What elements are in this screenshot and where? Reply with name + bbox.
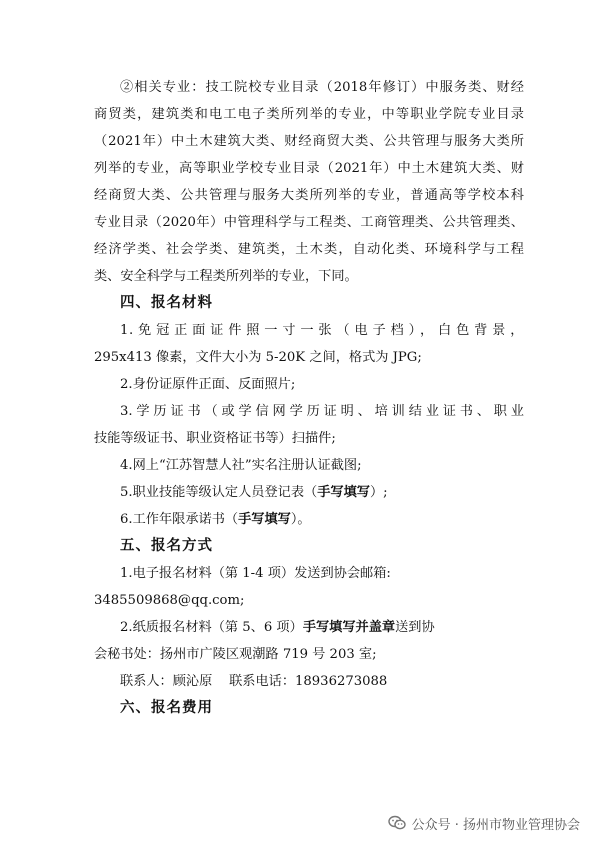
materials-item-4: 4.网上“江苏智慧人社”实名注册认证截图; bbox=[120, 458, 362, 473]
item-text: 6.工作年限承诺书（ bbox=[120, 512, 239, 527]
paragraph-line: 列举的专业，高等职业学校专业目录（2021年）中土木建筑大类、财 bbox=[94, 161, 524, 176]
section-heading-fees: 六、报名费用 bbox=[120, 700, 213, 716]
materials-item-1-line-2: 295x413 像素，文件大小为 5-20K 之间，格式为 JPG; bbox=[94, 350, 422, 365]
paragraph-line: 专业目录（2020年）中管理科学与工程类、工商管理类、公共管理类、 bbox=[94, 215, 524, 230]
method-item-2-line-1 bbox=[94, 614, 524, 641]
section-heading-materials: 四、报名材料 bbox=[120, 295, 213, 311]
materials-item-6 bbox=[94, 506, 524, 533]
materials-item-3-line-1: 3.学历证书（或学信网学历证明、培训结业证书、职业 bbox=[120, 404, 524, 419]
account-name: 公众号 · 扬州市物业管理协会 bbox=[411, 817, 580, 833]
contact-info: 联系人：顾沁原 联系电话：18936273088 bbox=[120, 674, 388, 689]
handwrite-note: 手写填写 bbox=[238, 512, 291, 527]
section-heading-method: 五、报名方式 bbox=[120, 538, 213, 554]
paragraph-line: 类、安全科学与工程类所列举的专业，下同。 bbox=[94, 269, 358, 284]
paragraph-line: 经济学类、社会学类、建筑类，土木类，自动化类、环境科学与工程 bbox=[94, 242, 524, 257]
method-item-1: 1.电子报名材料（第 1-4 项）发送到协会邮箱: bbox=[120, 566, 391, 581]
materials-item-2: 2.身份证原件正面、反面照片; bbox=[120, 377, 296, 392]
wechat-footer bbox=[388, 812, 580, 834]
method-item-2-line-2: 会秘书处：扬州市广陵区观潮路 719 号 203 室; bbox=[94, 647, 377, 662]
item-text: 5.职业技能等级认定人员登记表（ bbox=[120, 485, 318, 500]
paragraph-line: ②相关专业：技工院校专业目录（2018年修订）中服务类、财经 bbox=[120, 80, 524, 95]
materials-item-3-line-2: 技能等级证书、职业资格证书等）扫描件; bbox=[94, 431, 336, 446]
item-text: ）; bbox=[369, 485, 388, 500]
handwrite-note: 手写填写 bbox=[317, 485, 370, 500]
materials-item-1-line-1: 1.免冠正面证件照一寸一张（电子档），白色背景， bbox=[120, 323, 524, 338]
related-majors-paragraph bbox=[94, 74, 524, 290]
handwrite-stamp-note: 手写填写并盖章 bbox=[302, 620, 396, 635]
paragraph-line: 商贸类，建筑类和电工电子类所列举的专业，中等职业学院专业目录 bbox=[94, 107, 524, 122]
item-text: 送到协 bbox=[395, 620, 435, 635]
paragraph-line: 经商贸大类、公共管理与服务大类所列举的专业，普通高等学校本科 bbox=[94, 188, 524, 203]
item-text: 2.纸质报名材料（第 5、6 项） bbox=[120, 620, 303, 635]
association-email: 3485509868@qq.com; bbox=[94, 593, 245, 608]
wechat-icon bbox=[388, 815, 406, 831]
paragraph-line: （2021年）中土木建筑大类、财经商贸大类、公共管理与服务大类所 bbox=[94, 134, 524, 149]
item-text: ）。 bbox=[290, 512, 311, 527]
materials-item-5 bbox=[94, 479, 524, 506]
document-body bbox=[94, 74, 524, 722]
